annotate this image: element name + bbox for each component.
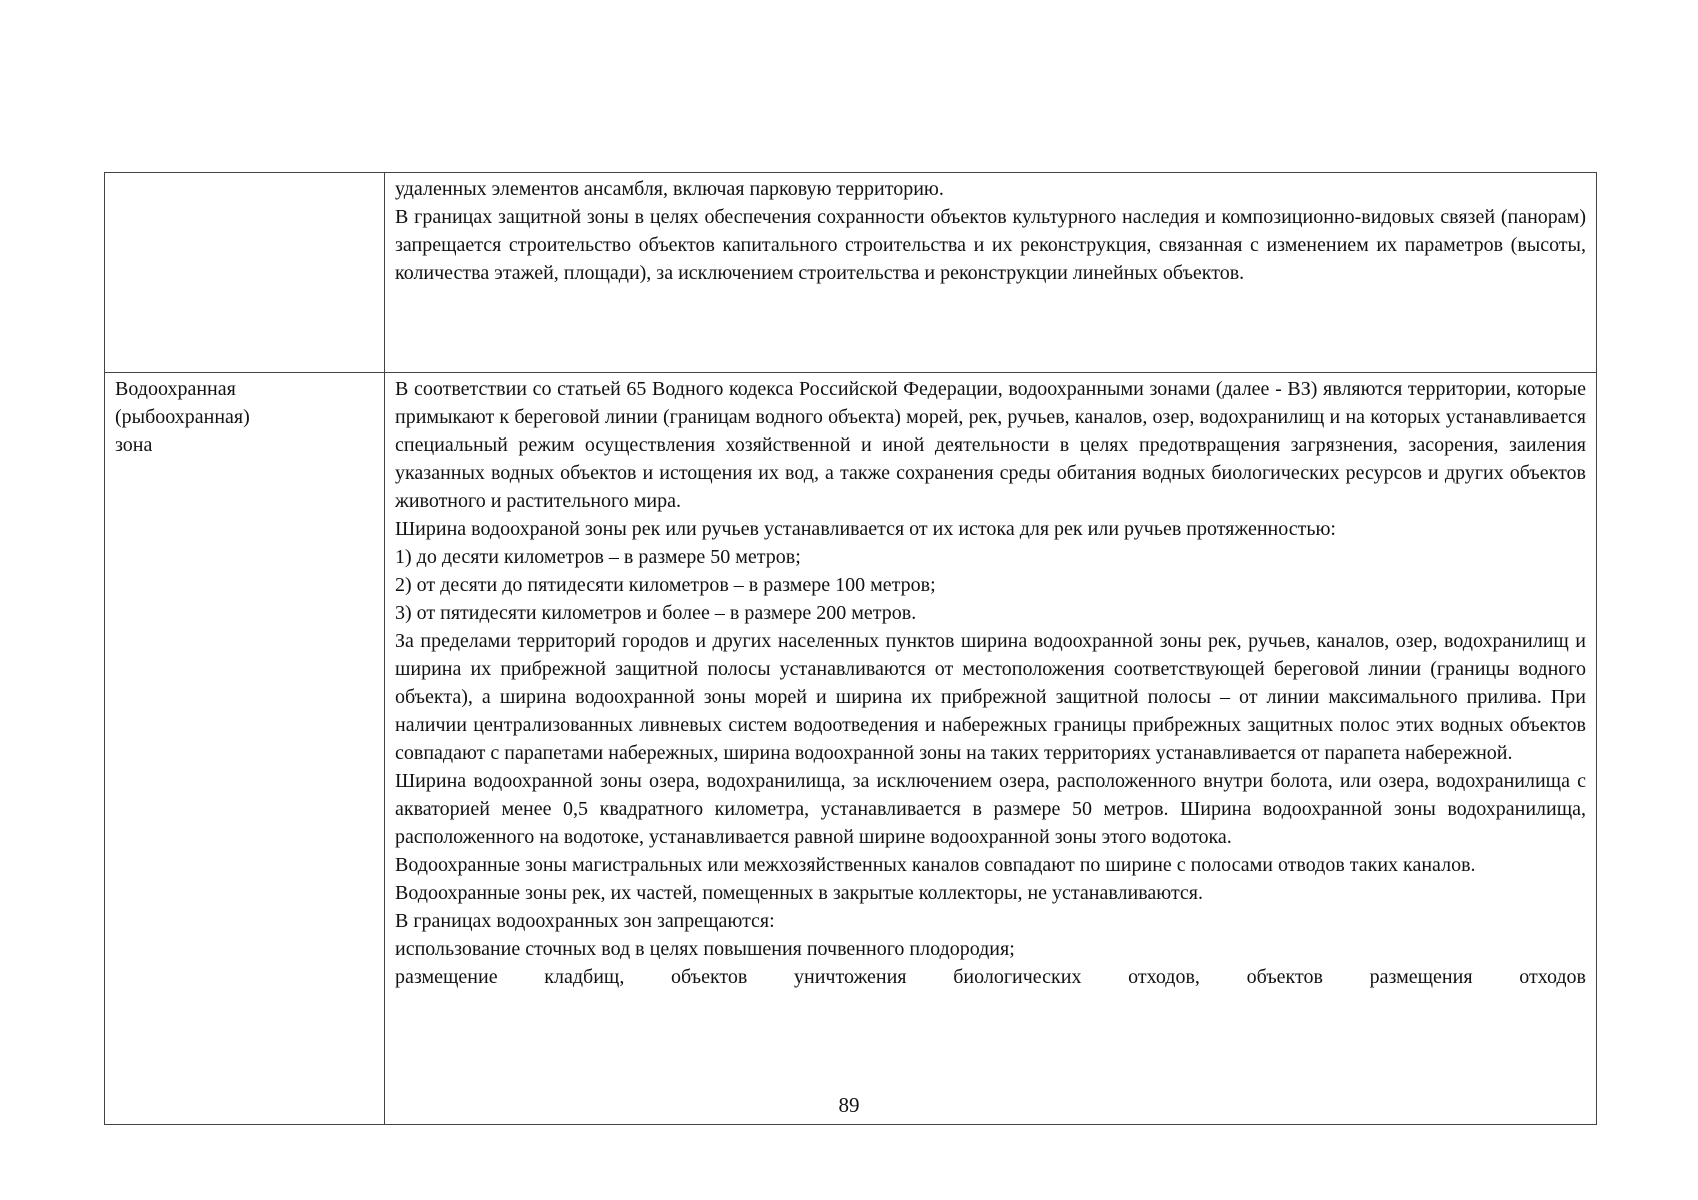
paragraph: В границах защитной зоны в целях обеспечения сохранности объектов культурного наследия и композиционно-видовых связей (панорам) запрещается строительство объектов капитального строительства и их реконструкция, связанная с изменением их параметров (высоты, количества этажей, площади), за исключением строительства и реконструкции линейных объектов. [395, 206, 1586, 284]
paragraph: В соответствии со статьей 65 Водного кодекса Российской Федерации, водоохранными зонами (далее - ВЗ) являются территории, которые примыкают к береговой линии (границам водного объекта) морей, рек, ручьев, каналов, озер, водохранилищ и на которых устанавливается специальный режим осуществления хозяйственной и иной деятельности в целях предотвращения загрязнения, засорения, заиления указанных водных объектов и истощения их вод, а также сохранения среды обитания водных биологических ресурсов и других объектов животного и растительного мира. [395, 378, 1586, 512]
list-item: 2) от десяти до пятидесяти километров – в размере 100 метров; [395, 574, 936, 596]
paragraph: удаленных элементов ансамбля, включая парковую территорию. [395, 178, 944, 200]
list-item: размещение кладбищ, объектов уничтожения биологических отходов, объектов размещения отходов [395, 966, 1586, 988]
paragraph: Ширина водоохранной зоны озера, водохранилища, за исключением озера, расположенного внутри болота, или озера, водохранилища с акваторией менее 0,5 квадратного километра, устанавливается в размере 50 метров. Ширина водоохранной зоны водохранилища, расположенного на водотоке, устанавливается равной ширине водоохранной зоны этого водотока. [395, 770, 1586, 848]
paragraph: За пределами территорий городов и других населенных пунктов ширина водоохранной зоны рек, ручьев, каналов, озер, водохранилищ и ширина их прибрежной защитной полосы устанавливаются от местоположения соответствующей береговой линии (границы водного объекта), а ширина водоохранной зоны морей и ширина их прибрежной защитной полосы – от линии максимального прилива. При наличии централизованных ливневых систем водоотведения и набережных границы прибрежных защитных полос этих водных объектов совпадают с парапетами набережных, ширина водоохранной зоны на таких территориях устанавливается от парапета набережной. [395, 630, 1586, 764]
paragraph: Ширина водоохраной зоны рек или ручьев устанавливается от их истока для рек или ручьев протяженностью: [395, 518, 1336, 540]
zone-description-cell [385, 373, 1597, 1125]
zones-table [104, 172, 1597, 1125]
paragraph: В границах водоохранных зон запрещаются: [395, 910, 775, 932]
list-item: 1) до десяти километров – в размере 50 метров; [395, 546, 801, 568]
list-item: 3) от пятидесяти километров и более – в размере 200 метров. [395, 602, 917, 624]
paragraph: Водоохранные зоны магистральных или межхозяйственных каналов совпадают по ширине с полосами отводов таких каналов. [395, 854, 1476, 876]
table-row [105, 373, 1597, 1125]
zone-name-cell [105, 373, 385, 1125]
table-row [105, 173, 1597, 373]
page-number: 89 [838, 1093, 860, 1117]
zone-description-cell [385, 173, 1597, 373]
zone-name-cell [105, 173, 385, 373]
list-item: использование сточных вод в целях повышения почвенного плодородия; [395, 938, 1015, 960]
paragraph: Водоохранные зоны рек, их частей, помещенных в закрытые коллекторы, не устанавливаются. [395, 882, 1203, 904]
zone-name: Водоохранная (рыбоохранная) зона [115, 378, 250, 456]
